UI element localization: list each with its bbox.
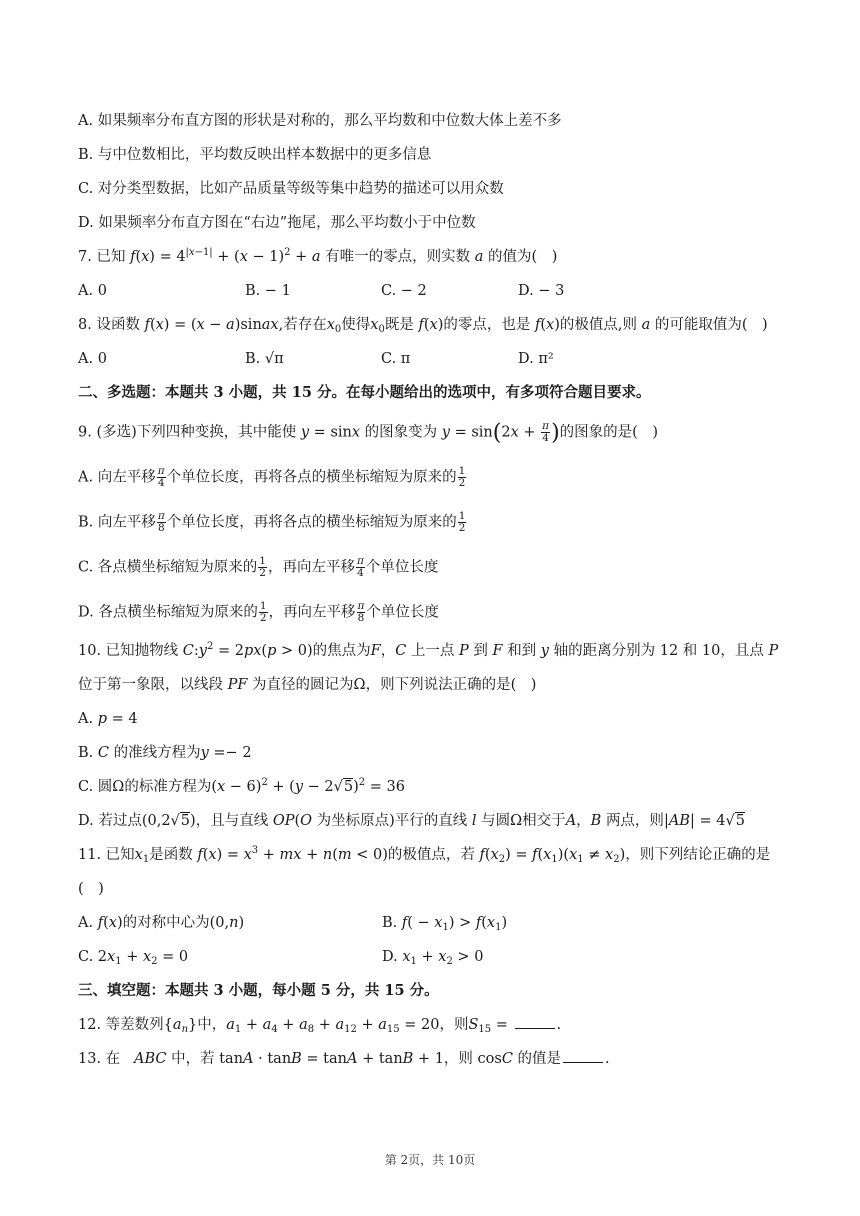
q9-option-b: B. 向左平移 $\frac{\pi}{8}$ 个单位长度，再将各点的横坐标缩短为原来的 $\frac{1}{2}$ — [78, 510, 466, 534]
q11-option-c: C. $2x_1 + x_2 = 0$ — [78, 949, 189, 967]
q7-option-b: B. − 1 — [245, 283, 291, 299]
question-7: 7. 已知 $f(x) = 4^{|x-1|} + (x - 1)^2 + a$ 有唯一的零点，则实数 a 的值为( ) — [78, 247, 558, 265]
q11-option-d: D. $x_1 + x_2 > 0$ — [382, 949, 484, 967]
q8-option-b: B. √π — [245, 351, 284, 367]
section-3-heading: 三、填空题：本题共 3 小题，每小题 5 分，共 15 分。 — [78, 982, 439, 999]
q11-option-a: A. f(x)的对称中心为(0,n) — [78, 915, 245, 931]
question-13: 13. 在 ABC 中，若 tanA · tanB = tanA + tanB + 1，则 cosC 的值是 . — [78, 1051, 610, 1067]
q9-option-a: A. 向左平移 $\frac{\pi}{4}$ 个单位长度，再将各点的横坐标缩短为原来的 $\frac{1}{2}$ — [78, 465, 466, 489]
question-11-line-2: ( ) — [78, 881, 104, 897]
q7-option-d: D. − 3 — [518, 283, 565, 299]
q8-option-d: D. π² — [518, 351, 554, 367]
q7-option-c: C. − 2 — [381, 283, 427, 299]
q6-option-b: B. 与中位数相比，平均数反映出样本数据中的更多信息 — [78, 147, 432, 163]
question-10-line-1: 10. 已知抛物线 $C:y^2 = 2px(p > 0)$的焦点为F，C 上一点 P 到 F 和到 y 轴的距离分别为 12 和 10，且点 P — [78, 641, 779, 659]
q6-option-c: C. 对分类型数据，比如产品质量等级等集中趋势的描述可以用众数 — [78, 181, 504, 197]
question-10-line-2: 位于第一象限，以线段 PF 为直径的圆记为Ω，则下列说法正确的是( ) — [78, 677, 537, 693]
q13-answer-blank — [563, 1061, 603, 1063]
q8-options — [78, 349, 554, 369]
q11-options-row-1 — [78, 913, 507, 933]
q7-option-a: A. 0 — [78, 283, 107, 299]
q10-option-c: C. 圆Ω的标准方程为$(x - 6)^2 + (y - 2√5)^2 = 36$ — [78, 777, 405, 795]
q12-answer-blank — [515, 1027, 555, 1029]
q7-options — [78, 281, 564, 301]
q10-option-d: D. 若过点(0,2√5)，且与直线 OP(O 为坐标原点)平行的直线 l 与圆Ω相交于A，B 两点，则|AB| = 4√5 — [78, 813, 745, 829]
q6-option-d: D. 如果频率分布直方图在“右边”拖尾，那么平均数小于中位数 — [78, 215, 476, 231]
q8-option-a: A. 0 — [78, 351, 107, 367]
page-footer: 第 2页，共 10页 — [384, 1153, 476, 1167]
question-9: 9. (多选)下列四种变换，其中能使 y = sinx 的图象变为 y = sin(2x + $\frac{\pi}{4}$ )的图象的是( ) — [78, 420, 658, 446]
q11-option-b: B. $f( - x_1) > f(x_1)$ — [382, 915, 508, 933]
q8-option-c: C. π — [381, 351, 411, 367]
question-12: 12. 等差数列$\{a_n\}$中，$a_1 + a_4 + a_8 + a_{12} + a_{15} = 20$，则$S_{15}$ = . — [78, 1017, 562, 1035]
q10-option-b: B. C 的准线方程为y =− 2 — [78, 745, 252, 761]
q9-option-d: D. 各点横坐标缩短为原来的 $\frac{1}{2}$ ，再向左平移 $\frac{\pi}{8}$ 个单位长度 — [78, 600, 439, 624]
q11-options-row-2 — [78, 947, 483, 967]
section-2-heading: 二、多选题：本题共 3 小题，共 15 分。在每小题给出的选项中，有多项符合题目要求。 — [78, 384, 651, 401]
q10-option-a: A. p = 4 — [78, 711, 138, 727]
q9-option-c: C. 各点横坐标缩短为原来的 $\frac{1}{2}$ ，再向左平移 $\frac{\pi}{4}$ 个单位长度 — [78, 555, 439, 579]
question-8: 8. 设函数 f(x) = (x − a)sinax,若存在$x_0$使得$x_0$既是 f(x)的零点，也是 f(x)的极值点,则 a 的可能取值为( ) — [78, 317, 768, 335]
question-11-line-1: 11. 已知$x_1$是函数 $f(x) = x^3$ + mx + n(m < 0)的极值点，若 $f(x_2) = f(x_1)(x_1 \ne x_2)$，则下列结论正确的是 — [78, 845, 771, 865]
q6-option-a: A. 如果频率分布直方图的形状是对称的，那么平均数和中位数大体上差不多 — [78, 113, 562, 129]
